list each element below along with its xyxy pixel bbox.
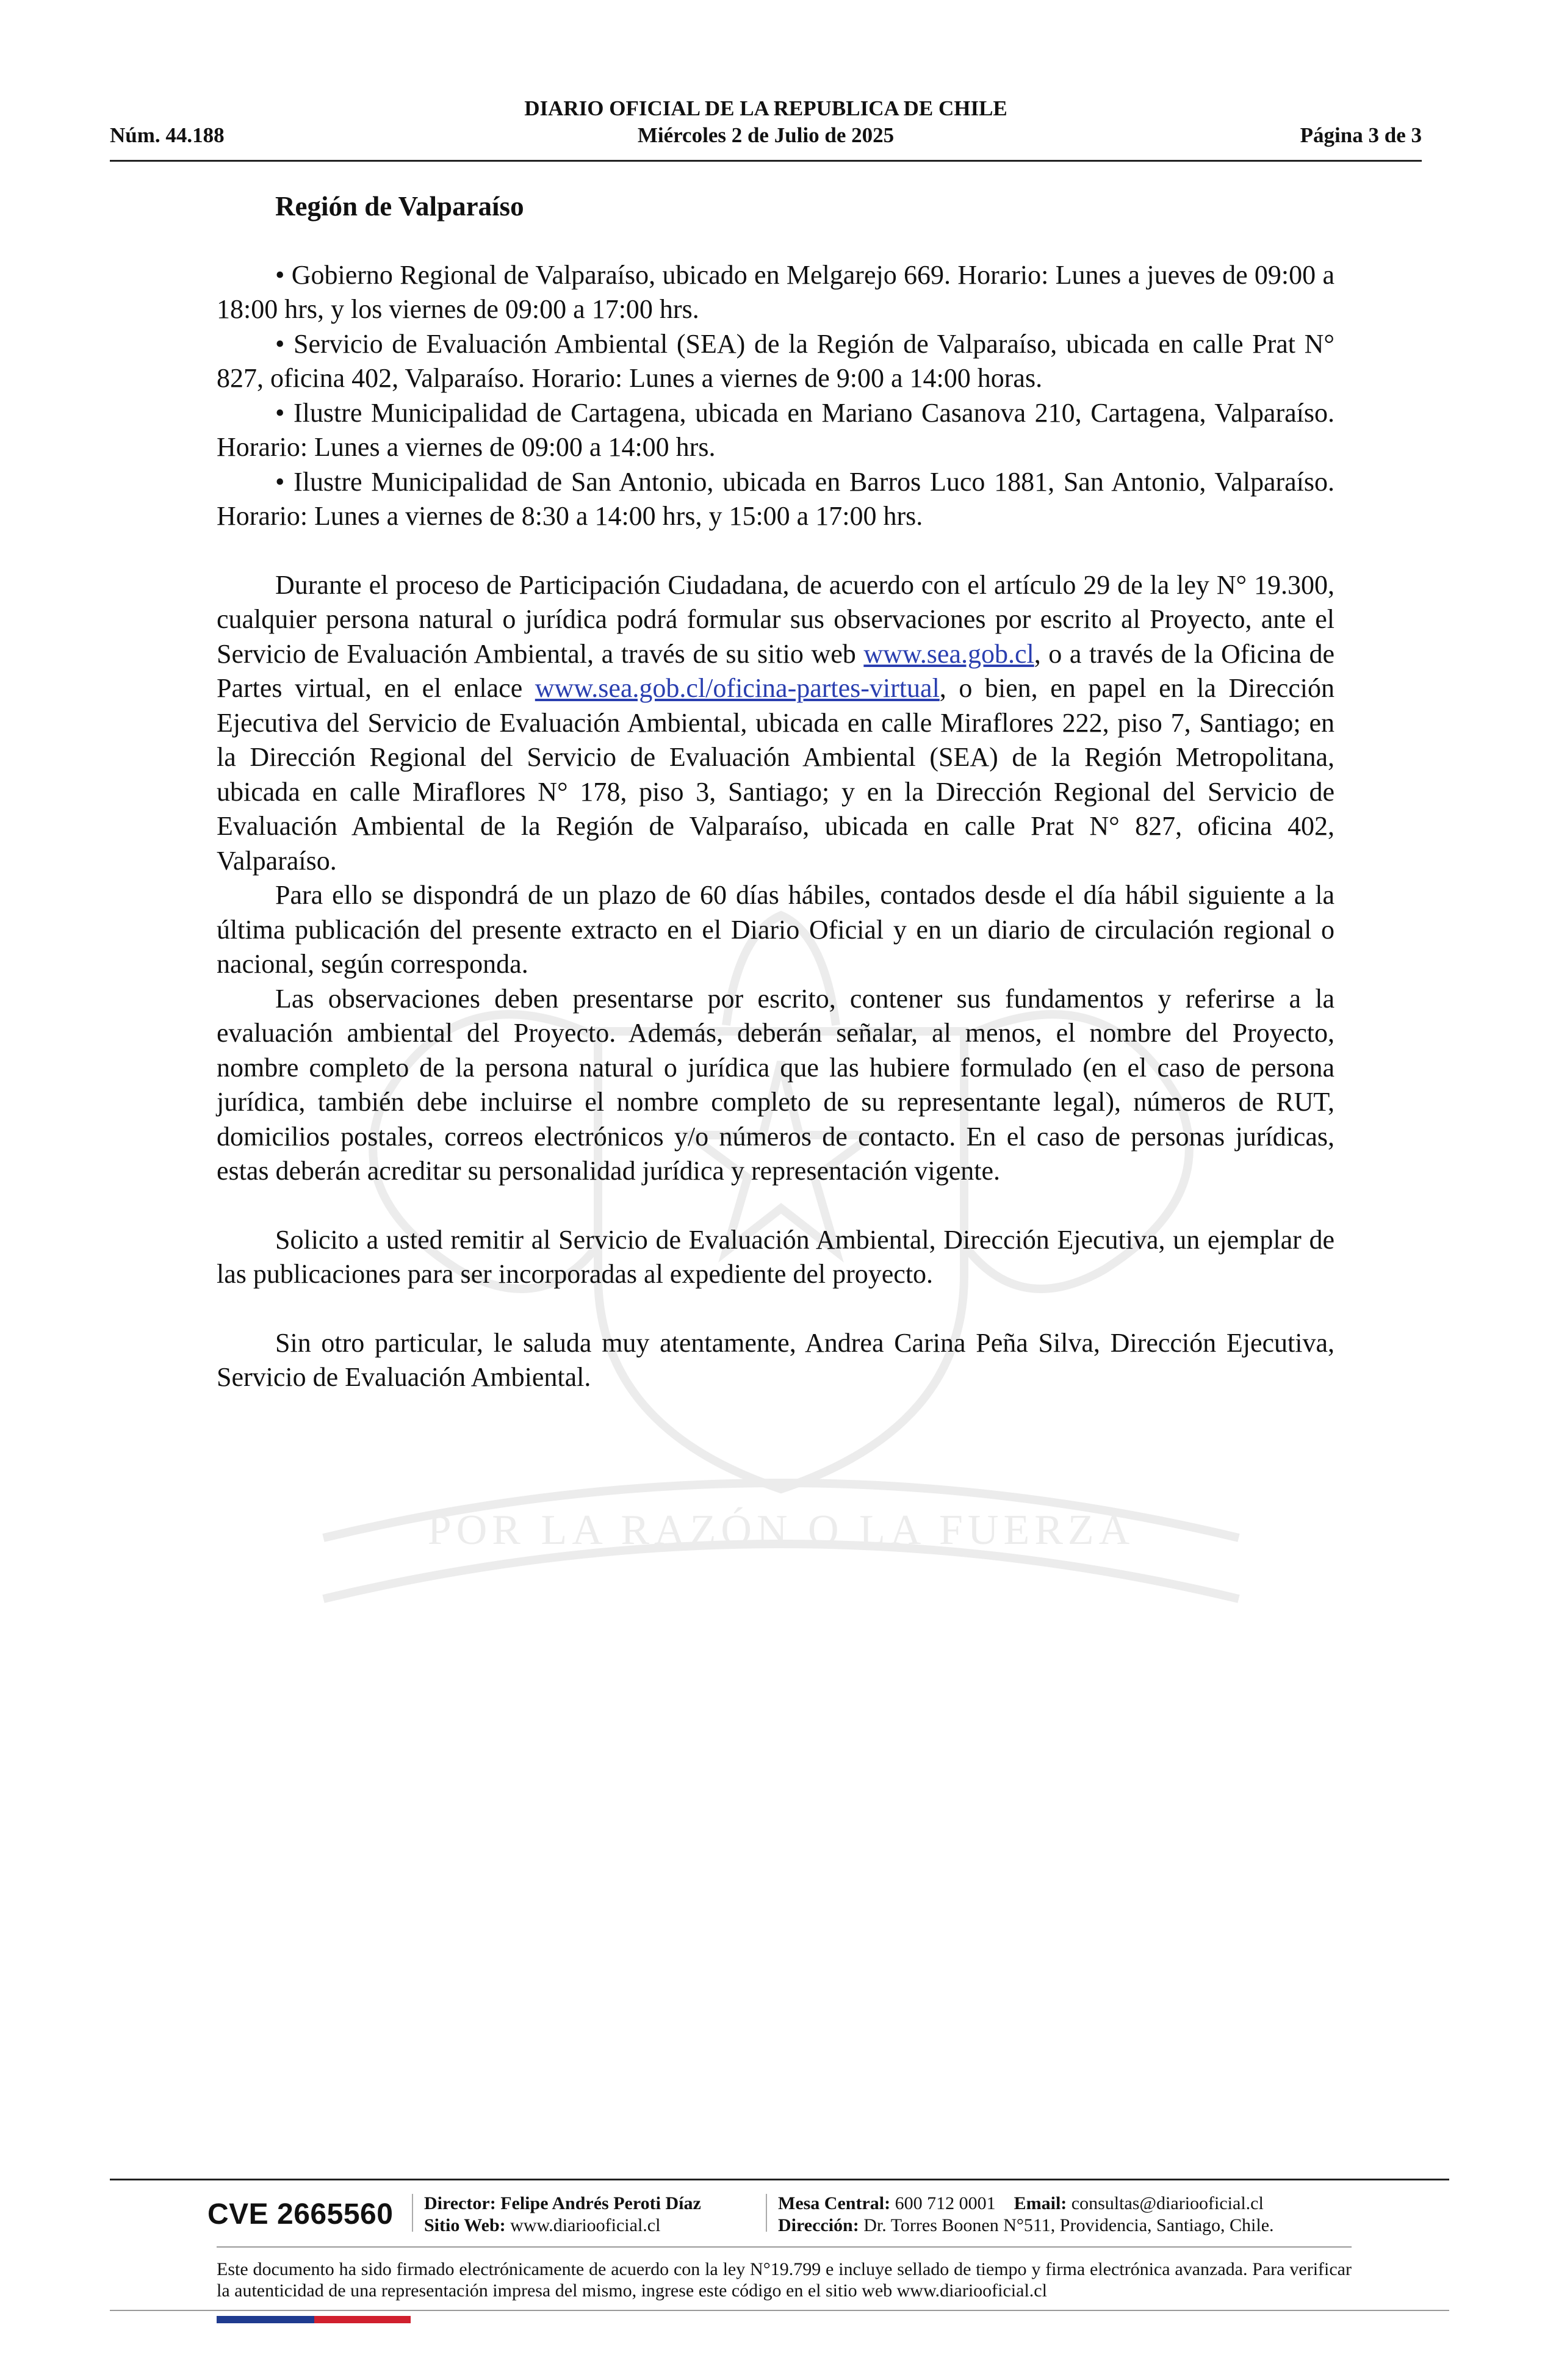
participation-text-2: , o a través de la Oficina de Partes virtual, en el enlace <box>217 638 1334 703</box>
flag-color-bar <box>217 2316 411 2323</box>
phone-number: 600 712 0001 <box>895 2193 996 2213</box>
virtual-office-link[interactable]: www.sea.gob.cl/oficina-partes-virtual <box>535 673 940 703</box>
office-item: • Gobierno Regional de Valparaíso, ubicado en Melgarejo 669. Horario: Lunes a jueves de 09:00 a 18:00 hrs, y los viernes de 09:00 a 17:00 hrs. <box>217 259 1334 324</box>
sea-website-link[interactable]: www.sea.gob.cl <box>863 638 1034 669</box>
website-url[interactable]: www.diariooficial.cl <box>510 2215 661 2235</box>
participation-text-1: Durante el proceso de Participación Ciudadana, de acuerdo con el artículo 29 de la ley N° 19.300, cualquier persona natural o jurídica podrá formular sus observaciones por escrito al Proyecto, ante el Servicio de Evaluación Ambiental, a través de su sitio web <box>217 569 1334 669</box>
document-body <box>217 189 1334 1395</box>
cve-code: CVE 2665560 <box>207 2198 394 2230</box>
footer-contact-block <box>778 2193 1274 2237</box>
participation-paragraph <box>217 568 1334 879</box>
blue-stripe <box>217 2316 314 2323</box>
page-footer <box>110 2179 1449 2311</box>
red-stripe <box>314 2316 411 2323</box>
requirements-paragraph: Las observaciones deben presentarse por escrito, contener sus fundamentos y referirse a la evaluación ambiental del Proyecto. Además, deberán señalar, al menos, el nombre del Proyecto, nombre completo de la persona natural o jurídica que las hubiere formulado (en el caso de persona jurídica, también debe incluirse el nombre completo de su representante legal), números de RUT, domicilios postales, correos electrónicos y/o números de contacto. En el caso de personas jurídicas, estas deberán acreditar su personalidad jurídica y representación vigente. <box>217 983 1334 1186</box>
request-paragraph: Solicito a usted remitir al Servicio de Evaluación Ambiental, Dirección Ejecutiva, un ejemplar de las publicaciones para ser incorporadas al expediente del proyecto. <box>217 1224 1334 1289</box>
section-title: Región de Valparaíso <box>275 191 524 222</box>
issue-number: Núm. 44.188 <box>110 123 225 147</box>
footer-separator <box>766 2194 767 2232</box>
email-label: Email: <box>1014 2193 1067 2213</box>
deadline-paragraph: Para ello se dispondrá de un plazo de 60 días hábiles, contados desde el día hábil siguiente a la última publicación del presente extracto en el Diario Oficial y en un diario de circulación regional o nacional, según corresponda. <box>217 880 1334 979</box>
publication-title: DIARIO OFICIAL DE LA REPUBLICA DE CHILE <box>524 96 1007 120</box>
office-item: • Servicio de Evaluación Ambiental (SEA) de la Región de Valparaíso, ubicada en calle Prat N° 827, oficina 402, Valparaíso. Horario: Lunes a viernes de 9:00 a 14:00 horas. <box>217 328 1334 393</box>
address-label: Dirección: <box>778 2215 859 2235</box>
page-indicator: Página 3 de 3 <box>1300 123 1422 147</box>
address-text: Dr. Torres Boonen N°511, Providencia, Santiago, Chile. <box>863 2215 1274 2235</box>
closing-paragraph: Sin otro particular, le saluda muy atentamente, Andrea Carina Peña Silva, Dirección Ejecutiva, Servicio de Evaluación Ambiental. <box>217 1327 1334 1392</box>
page-header <box>110 92 1422 162</box>
email-address[interactable]: consultas@diariooficial.cl <box>1071 2193 1264 2213</box>
watermark-motto: POR LA RAZÓN O LA FUERZA <box>427 1507 1135 1554</box>
office-item: • Ilustre Municipalidad de Cartagena, ubicada en Mariano Casanova 210, Cartagena, Valparaíso. Horario: Lunes a viernes de 09:00 a 14:00 hrs. <box>217 397 1334 462</box>
director-name: Felipe Andrés Peroti Díaz <box>500 2193 701 2213</box>
phone-label: Mesa Central: <box>778 2193 891 2213</box>
footer-director-block <box>424 2193 701 2237</box>
director-label: Director: <box>424 2193 496 2213</box>
footer-separator <box>412 2194 413 2232</box>
office-item: • Ilustre Municipalidad de San Antonio, ubicada en Barros Luco 1881, San Antonio, Valparaíso. Horario: Lunes a viernes de 8:30 a 14:00 hrs, y 15:00 a 17:00 hrs. <box>217 466 1334 531</box>
website-label: Sitio Web: <box>424 2215 506 2235</box>
participation-text-3: , o bien, en papel en la Dirección Ejecutiva del Servicio de Evaluación Ambiental, ubicada en calle Miraflores 222, piso 7, Santiago; en la Dirección Regional del Servicio de Evaluación Ambiental (SEA) de la Región Metropolitana, ubicada en calle Miraflores N° 178, piso 3, Santiago; y en la Dirección Regional del Servicio de Evaluación Ambiental de la Región de Valparaíso, ubicada en calle Prat N° 827, oficina 402, Valparaíso. <box>217 673 1334 876</box>
publication-date: Miércoles 2 de Julio de 2025 <box>637 123 895 147</box>
footer-divider <box>217 2246 1352 2248</box>
footer-divider <box>110 2310 1449 2311</box>
electronic-signature-notice: Este documento ha sido firmado electrónicamente de acuerdo con la ley N°19.799 e incluye sellado de tiempo y firma electrónica avanzada. Para verificar la autenticidad de una representación impresa del mismo, ingrese este código en el sitio web www.diariooficial.cl <box>217 2259 1352 2301</box>
